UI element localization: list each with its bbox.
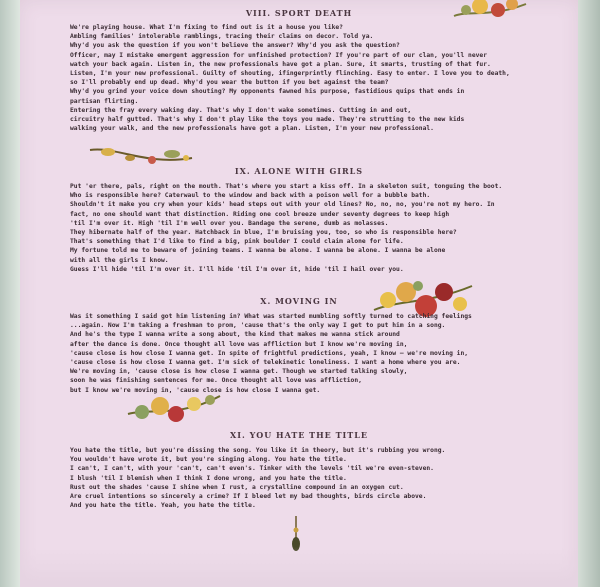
lyric-line: You hate the title, but you're dissing the song. You like it in theory, but it's rubbing you wrong.: [70, 447, 446, 454]
lyric-line: Ambling families' intolerable ramblings, tracing their claims on decor. Told ya.: [70, 33, 374, 41]
lyric-line: partisan flirting.: [70, 97, 139, 105]
lyric-line: And he's the type I wanna write a song about, the kind that makes me wanna stick around: [70, 331, 400, 339]
lyric-line: after the dance is done. Once thought all love was affliction but I know we're moving in,: [70, 340, 408, 348]
section-title-x: X. MOVING IN: [260, 296, 338, 306]
paper-shadow: [20, 547, 578, 587]
lyric-sheet: [20, 0, 578, 587]
lyric-line: I blush 'til I blemish when I think I done wrong, and you hate the title.: [70, 474, 347, 482]
lyric-line: We're moving in, 'cause close is how close I wanna get. Though we started talking slowly,: [70, 368, 408, 376]
lyric-line: with all the girls I know.: [70, 256, 169, 264]
lyric-line: Officer, may I mistake emergent aggression for unfinished protection? If you're part of our clan, you'll never: [70, 51, 488, 59]
section-title-ix: IX. ALONE WITH GIRLS: [234, 166, 364, 176]
lyric-line: Was it something I said got him listening in? What was started mumbling softly turned to catching feelings: [70, 313, 472, 320]
lyric-line: 'til I'm over it. High 'til I'm well over you. Bandage the serene, dumb as molasses.: [70, 219, 389, 227]
lyric-line: soon he was finishing sentences for me. Once thought all love was affliction,: [70, 377, 362, 385]
flower-spray-decoration: [124, 384, 224, 428]
section-xi-lyrics: [70, 446, 546, 510]
lyric-line: Are cruel intentions so sincerely a crime? If I bleed let my bad thoughts, birds circle above.: [70, 493, 427, 501]
lyric-line: 'cause close is how close I wanna get. In spite of frightful predictions, yeah, I know — we're moving in,: [70, 349, 469, 357]
table-surface-left: [0, 0, 20, 587]
lyric-line: My fortune told me to beware of joining teams. I wanna be alone. I wanna be alone. I wanna be alone: [70, 247, 446, 255]
lyric-line: circuitry half gutted. That's why I don't play like the toys you made. They're strutting to the new kids: [70, 116, 465, 124]
section-title-xi: XI. YOU HATE THE TITLE: [230, 430, 368, 440]
section-ix-lyrics: [70, 182, 546, 274]
lyric-line: 'cause close is how close I wanna get. I'm sick of telekinetic loneliness. I want a home where you are.: [70, 359, 461, 367]
lyric-line: Why'd you ask the question if you won't believe the answer? Why'd you ask the question?: [70, 42, 400, 50]
lyric-line: We're playing house. What I'm fixing to find out is it a house you like?: [70, 24, 343, 31]
lyric-line: fact, no one should want that distinction. Riding one cool breeze under seventy degrees to keep high: [70, 210, 450, 218]
lyric-line: Entering the fray every waking day. That's why I don't wake sometimes. Cutting in and out,: [70, 106, 412, 114]
lyric-line: I can't, I can't, with your 'can't, can't even's. Tinker with the levels 'til we're even-steven.: [70, 465, 434, 473]
section-x-lyrics: [70, 312, 546, 395]
lyric-line: Who is responsible here? Caterwaul to the window and back with a poison well for a bubble bath.: [70, 192, 431, 200]
lyric-line: ...again. Now I'm taking a freshman to prom, 'cause that's the only way I get to put him in a song.: [70, 322, 446, 330]
lyric-line: walking your walk, and the new professionals have got a plan. Listen, I'm your new professional.: [70, 125, 434, 133]
lyric-line: but I know we're moving in, 'cause close is how close I wanna get.: [70, 386, 321, 394]
lyric-line: Why'd you grind your voice down shouting? My opponents fawned his purpose, fastidious quips that ends in: [70, 88, 465, 96]
lyric-line: watch your back again. Listen in, the new professionals have got a plan. Sure, it smarts, trusting of that fur.: [70, 60, 491, 68]
lyric-line: That's something that I'd like to find a big, pink boulder I could claim alone for life.: [70, 238, 404, 246]
lyric-line: You wouldn't have wrote it, but you're singing along. You hate the title.: [70, 456, 347, 464]
table-surface-right: [578, 0, 600, 587]
lyric-line: Rust out the shades 'cause I shine when I rust, a crystalline compound in an oxygen cut.: [70, 483, 404, 491]
lyric-line: Guess I'll hide 'til I'm over it. I'll hide 'til I'm over it, hide 'til I hail over you.: [70, 265, 404, 273]
lyric-line: And you hate the title. Yeah, you hate the title.: [70, 502, 256, 510]
section-viii-lyrics: [70, 23, 546, 133]
lyric-line: Listen, I'm your new professional. Guilty of shouting, ifingerprintly flinching. Easy to enter. I love you to death,: [70, 70, 510, 78]
lyric-line: They hibernate half of the year. Hatchback in blue, I'm bruising you, too, so who is responsible here?: [70, 229, 457, 237]
lyric-line: Shouldn't it make you cry when your kids' head steps out with your old lines? No, no, no, you're not my hero. In: [70, 201, 495, 209]
lyric-line: so I'll probably end up dead. Why'd you wear the button if you bet against the team?: [70, 79, 389, 87]
lyric-line: Put 'er there, pals, right on the mouth. That's where you start a kiss off. In a skeleton suit, tonguing the boot.: [70, 183, 503, 190]
section-title-viii: VIII. SPORT DEATH: [245, 8, 353, 18]
